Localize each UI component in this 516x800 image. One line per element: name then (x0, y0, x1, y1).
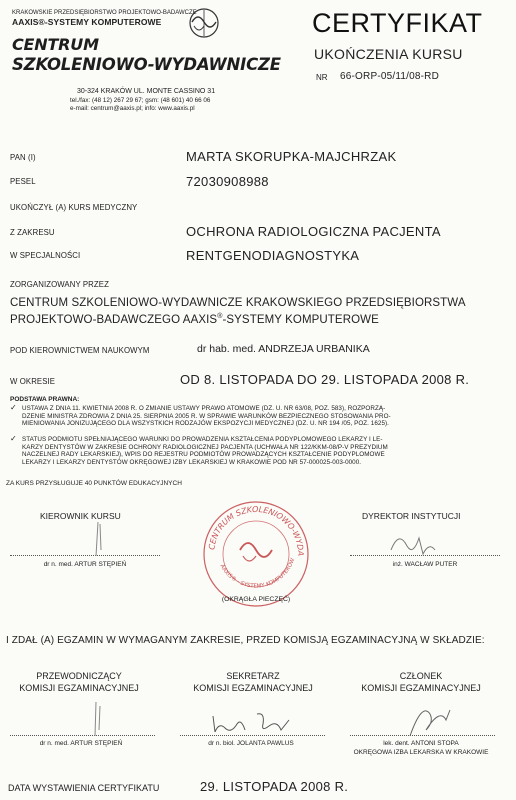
legal-heading: PODSTAWA PRAWNA: (10, 396, 80, 403)
period-value: OD 8. LISTOPADA DO 29. LISTOPADA 2008 R. (180, 372, 470, 387)
organizer-line-2-main: PROJEKTOWO-BADAWCZEGO AAXIS (10, 313, 218, 326)
completed-label: UKOŃCZYŁ (A) KURS MEDYCZNY (10, 203, 138, 212)
phones: tel./fax: (48 12) 267 29 67; gsm: (48 601) 40 66 06 (70, 97, 211, 104)
period-label: W OKRESIE (10, 377, 56, 386)
person-name: MARTA SKORUPKA-MAJCHRZAK (186, 149, 397, 164)
pesel-value: 72030908988 (186, 174, 269, 189)
director-name: inż. WACŁAW PUTER (392, 561, 458, 568)
chair-role-line-2: KOMISJI EGZAMINACYJNEJ (19, 683, 139, 693)
email: e-mail: centrum@aaxis.pl; info: www.aaxis.pl (70, 105, 195, 112)
member-organization: OKRĘGOWA IZBA LEKARSKA W KRAKOWIE (353, 749, 489, 756)
legal-item-2 (22, 436, 388, 466)
nr-label: NR (316, 73, 328, 82)
signature-mark (400, 700, 460, 740)
member-role (346, 670, 496, 694)
legal-item-2-line-2: KARZY DENTYSTÓW W ZAKRESIE OCHRONY RADIOLOGICZNEJ PACJENTA (UCHWAŁA NR 122/KKM-08/P-V PREZYDIUM (22, 443, 388, 451)
secretary-role (168, 670, 338, 694)
scope-value: OCHRONA RADIOLOGICZNA PACJENTA (186, 224, 441, 239)
signature-mark (205, 708, 305, 738)
organizer-line-2 (10, 313, 379, 326)
points-note: ZA KURS PRZYSŁUGUJE 40 PUNKTÓW EDUKACYJNYCH (6, 480, 182, 487)
course-director-label: KIEROWNIK KURSU (40, 511, 121, 521)
pesel-label: PESEL (10, 177, 36, 186)
secretary-role-line-2: KOMISJI EGZAMINACYJNEJ (193, 683, 313, 693)
chair-name: dr n. med. ARTUR STĘPIEŃ (39, 740, 123, 747)
legal-item-2-line-4: LEKARZY I LEKARZY DENTYSTÓW OKRĘGOWEJ IZBY LEKARSKIEJ W KRAKOWIE POD NR 57-000025-003-0000. (22, 458, 362, 466)
nr-value: 66-ORP-05/11/08-RD (340, 71, 440, 82)
exam-statement: I ZDAŁ (A) EGZAMIN W WYMAGANYM ZAKRESIE, PRZED KOMISJĄ EGZAMINACYJNĄ W SKŁADZIE: (6, 635, 485, 646)
member-name: lek. dent. ANTONI STOPA (383, 740, 459, 747)
director-label: DYREKTOR INSTYTUCJI (362, 511, 461, 521)
registered-mark: ® (217, 313, 223, 320)
logo-icon (184, 6, 224, 40)
pan-label: PAN (I) (10, 153, 36, 162)
organized-label: ZORGANIZOWANY PRZEZ (10, 280, 109, 289)
stamp-text-top: CENTRUM SZKOLENIOWO-WYDA (207, 504, 306, 557)
secretary-role-line-1: SEKRETARZ (226, 671, 280, 681)
specialty-value: RENTGENODIAGNOSTYKA (186, 248, 360, 263)
signature-mark (385, 520, 445, 560)
organizer-line-1: CENTRUM SZKOLENIOWO-WYDAWNICZE KRAKOWSKIEGO PRZEDSIĘBIORSTWA (10, 297, 466, 309)
org-small-line-2: AAXIS®-SYSTEMY KOMPUTEROWE (12, 17, 162, 27)
address: 30-324 KRAKÓW UL. MONTE CASSINO 31 (77, 88, 216, 95)
signature-mark (70, 700, 130, 740)
legal-item-1 (22, 405, 391, 428)
supervisor-name: dr hab. med. ANDRZEJA URBANIKA (197, 343, 370, 355)
org-small-line-1: KRAKOWSKIE PRZEDSIĘBIORSTWO PROJEKTOWO-BADAWCZE (12, 10, 197, 16)
course-director-name: dr n. med. ARTUR STĘPIEŃ (43, 561, 127, 568)
legal-item-1-line-1: USTAWA Z DNIA 11. KWIETNIA 2008 R. O ZMIANIE USTAWY PRAWO ATOMOWE (DZ. U. NR 63/08, POZ. 583), ROZPORZĄ- (22, 405, 386, 412)
org-name-line-2: SZKOLENIOWO-WYDAWNICZE (12, 55, 281, 74)
official-stamp (196, 490, 316, 610)
org-name-line-1: CENTRUM (12, 35, 99, 54)
chair-role-line-1: PRZEWODNICZĄCY (36, 671, 122, 681)
supervision-label: POD KIEROWNICTWEM NAUKOWYM (10, 346, 150, 355)
legal-item-2-line-3: NACZELNEJ RADY LEKARSKIEJ), WPIS DO REJESTRU PODMIOTÓW PROWADZĄCYCH KSZTAŁCENIE PODYPLOMOWE (22, 451, 385, 459)
chair-role (4, 670, 154, 694)
scope-label: Z ZAKRESU (10, 228, 55, 237)
check-icon: ✓ (10, 403, 17, 412)
issue-date-label: DATA WYSTAWIENIA CERTYFIKATU (8, 783, 160, 793)
signature-mark (70, 520, 130, 560)
check-icon: ✓ (10, 434, 17, 443)
stamp-caption: (OKRĄGŁA PIECZĘĆ) (221, 596, 291, 603)
member-role-line-1: CZŁONEK (399, 671, 443, 681)
certificate-subtitle: UKOŃCZENIA KURSU (314, 46, 463, 62)
member-role-line-2: KOMISJI EGZAMINACYJNEJ (361, 683, 481, 693)
specialty-label: W SPECJALNOŚCI (10, 251, 81, 260)
secretary-name: dr n. biol. JOLANTA PAWLUS (208, 740, 294, 747)
certificate-title: CERTYFIKAT (312, 8, 483, 38)
organizer-line-2-end: -SYSTEMY KOMPUTEROWE (222, 313, 379, 326)
svg-text:CENTRUM SZKOLENIOWO-WYDAWNICZE (196, 490, 305, 556)
issue-date: 29. LISTOPADA 2008 R. (200, 779, 349, 794)
legal-item-1-line-2: DZENIE MINISTRA ZDROWIA Z DNIA 25. SIERPNIA 2005 R. W SPRAWIE WARUNKÓW BEZPIECZNEGO STOSOWANIA PRO- (22, 412, 391, 420)
legal-item-2-line-1: STATUS PODMIOTU SPEŁNIAJĄCEGO WARUNKI DO PROWADZENIA KSZTAŁCENIA PODYPLOMOWEGO LEKARZY I LE- (22, 436, 383, 443)
legal-item-1-line-3: MIENIOWANIA JONIZUJĄCEGO DLA WSZYSTKICH RODZAJÓW EKSPOZYCJI MEDYCZNEJ (DZ. U. NR 194 /05, POZ. 1625). (22, 420, 389, 428)
stamp-text-bottom: AAXIS® - SYSTEMY KOMPUTEROW (218, 557, 297, 590)
